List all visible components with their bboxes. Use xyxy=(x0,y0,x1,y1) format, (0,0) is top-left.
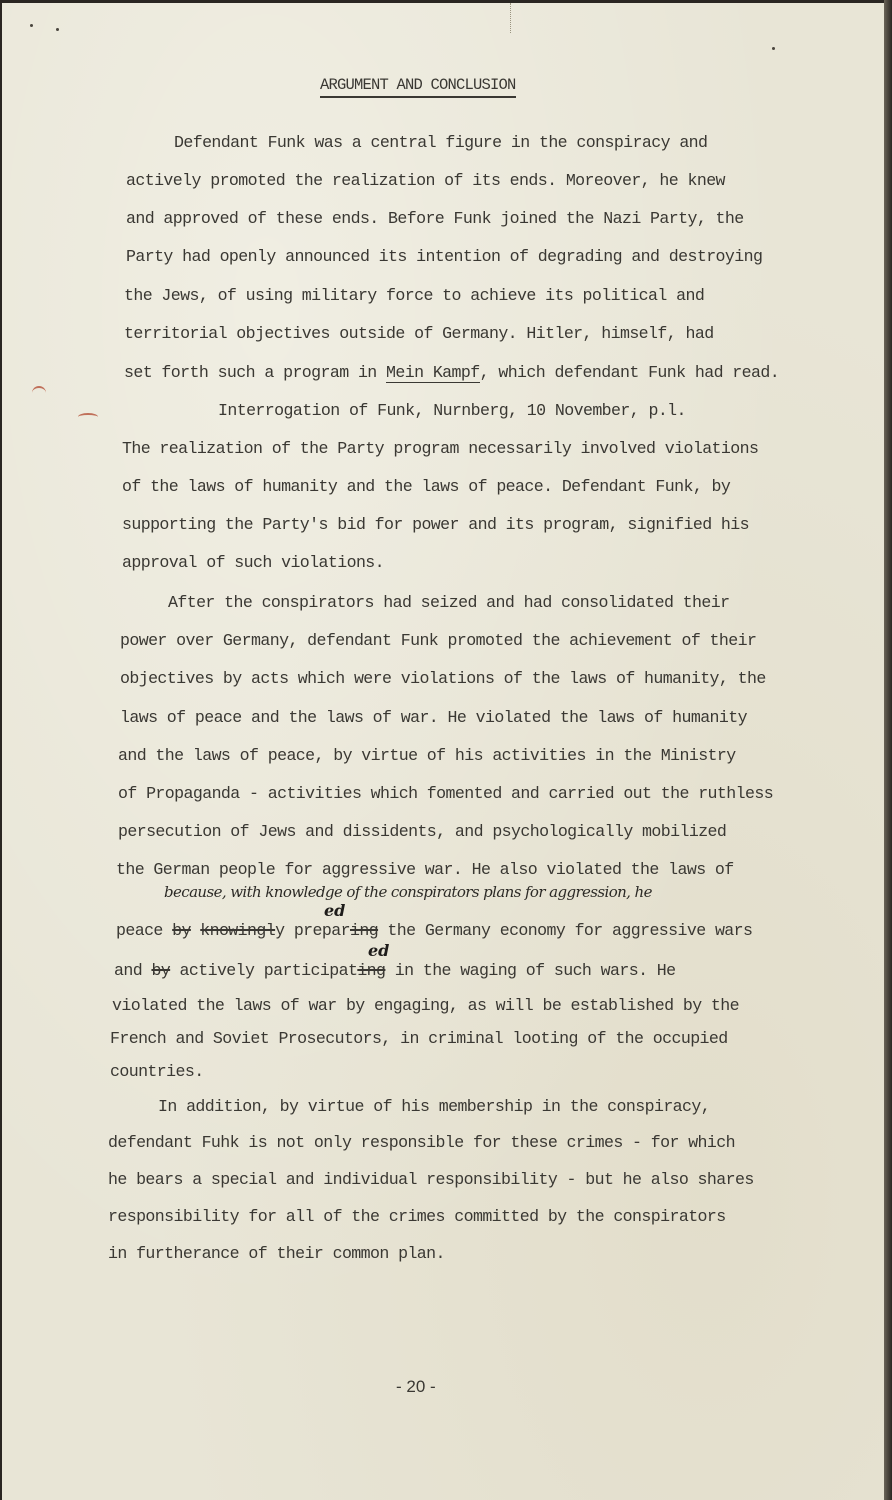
ink-speck xyxy=(30,24,33,27)
text-line xyxy=(116,921,752,941)
handwritten-correction: ed xyxy=(368,941,390,960)
text-segment: peace xyxy=(116,921,173,940)
text-segment: actively participat xyxy=(170,961,358,980)
red-pencil-mark xyxy=(32,386,46,400)
text-line: the German people for aggressive war. He also violated the laws of xyxy=(116,860,734,879)
ink-speck xyxy=(56,28,59,31)
text-line: persecution of Jews and dissidents, and psychologically mobilized xyxy=(118,822,727,841)
text-line: territorial objectives outside of Germany. Hitler, himself, had xyxy=(124,324,714,343)
struck-text: ing xyxy=(349,921,379,940)
text-segment: , which defendant Funk had read. xyxy=(479,363,780,382)
text-line: power over Germany, defendant Funk promoted the achievement of their xyxy=(120,631,757,650)
fold-crease xyxy=(510,3,514,33)
text-line: After the conspirators had seized and had consolidated their xyxy=(168,593,730,612)
text-segment: set forth such a program in xyxy=(124,363,387,382)
document-page xyxy=(2,3,884,1500)
citation-line: Interrogation of Funk, Nurnberg, 10 November, p.l. xyxy=(218,401,686,420)
text-line: the Jews, of using military force to achieve its political and xyxy=(124,286,705,305)
text-line: French and Soviet Prosecutors, in criminal looting of the occupied xyxy=(110,1029,728,1048)
text-line: countries. xyxy=(110,1062,204,1081)
text-line: laws of peace and the laws of war. He violated the laws of humanity xyxy=(120,708,747,727)
handwritten-insertion: because, with knowledge of the conspirators plans for aggression, he xyxy=(164,883,652,901)
text-line xyxy=(114,961,676,981)
text-line: Defendant Funk was a central figure in the conspiracy and xyxy=(174,133,708,152)
text-line: The realization of the Party program necessarily involved violations xyxy=(122,439,759,458)
red-pencil-mark xyxy=(78,413,98,421)
text-line xyxy=(124,363,779,383)
ink-speck xyxy=(772,47,775,50)
text-line: he bears a special and individual responsibility - but he also shares xyxy=(108,1170,754,1189)
text-line: approval of such violations. xyxy=(122,553,385,572)
handwritten-correction: ed xyxy=(324,901,346,920)
page-number: - 20 - xyxy=(396,1377,436,1396)
text-segment: in the waging of such wars. He xyxy=(385,961,676,980)
text-line: defendant Fuhk is not only responsible for these crimes - for which xyxy=(108,1133,735,1152)
text-line: Party had openly announced its intention of degrading and destroying xyxy=(126,247,763,266)
text-line: In addition, by virtue of his membership in the conspiracy, xyxy=(158,1097,711,1116)
text-segment: the Germany economy for aggressive wars xyxy=(378,921,753,940)
text-line: supporting the Party's bid for power and its program, signified his xyxy=(122,515,749,534)
struck-text: by xyxy=(172,921,191,940)
text-line: of the laws of humanity and the laws of peace. Defendant Funk, by xyxy=(122,477,731,496)
text-line: in furtherance of their common plan. xyxy=(108,1244,445,1263)
struck-text: ing xyxy=(357,961,386,980)
text-line: and the laws of peace, by virtue of his activities in the Ministry xyxy=(118,746,736,765)
text-line: violated the laws of war by engaging, as will be established by the xyxy=(112,996,739,1015)
text-line: objectives by acts which were violations of the laws of humanity, the xyxy=(120,669,766,688)
page-edge xyxy=(884,0,892,1500)
text-segment: and xyxy=(114,961,152,980)
page-title: ARGUMENT AND CONCLUSION xyxy=(320,75,516,98)
text-line: and approved of these ends. Before Funk joined the Nazi Party, the xyxy=(126,209,744,228)
text-line: actively promoted the realization of its ends. Moreover, he knew xyxy=(126,171,725,190)
struck-text: knowingl xyxy=(200,921,276,940)
text-line: responsibility for all of the crimes committed by the conspirators xyxy=(108,1207,726,1226)
text-segment: y prepar xyxy=(275,921,350,940)
book-title: Mein Kampf xyxy=(386,363,480,382)
text-line: of Propaganda - activities which fomented and carried out the ruthless xyxy=(118,784,774,803)
text-segment xyxy=(191,921,200,940)
struck-text: by xyxy=(151,961,171,980)
